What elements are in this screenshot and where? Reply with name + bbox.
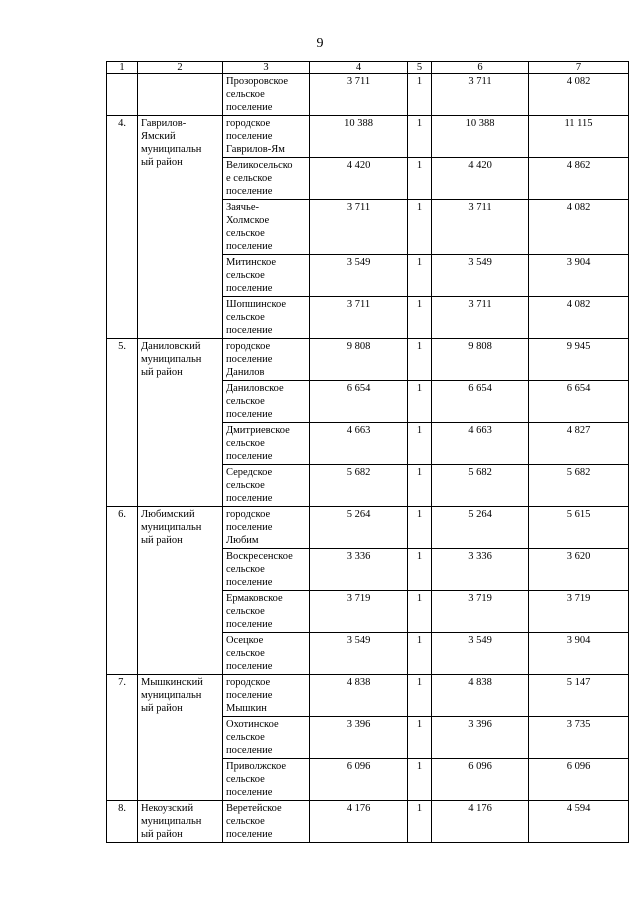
header-cell: 6: [432, 62, 529, 74]
value-col-7: 4 827: [529, 423, 629, 465]
value-col-4: 9 808: [310, 339, 408, 381]
settlement-name: городское поселение Мышкин: [223, 675, 310, 717]
value-col-5: 1: [408, 339, 432, 381]
district-name: Гаврилов- Ямский муниципальн ый район: [138, 116, 223, 339]
value-col-7: 4 862: [529, 158, 629, 200]
settlement-name: Даниловское сельское поселение: [223, 381, 310, 423]
value-col-4: 3 336: [310, 549, 408, 591]
row-number: [107, 74, 138, 116]
value-col-5: 1: [408, 465, 432, 507]
header-cell: 3: [223, 62, 310, 74]
value-col-5: 1: [408, 255, 432, 297]
header-cell: 5: [408, 62, 432, 74]
value-col-5: 1: [408, 507, 432, 549]
value-col-7: 4 594: [529, 801, 629, 843]
value-col-5: 1: [408, 801, 432, 843]
value-col-4: 3 396: [310, 717, 408, 759]
settlement-name: Митинское сельское поселение: [223, 255, 310, 297]
value-col-5: 1: [408, 759, 432, 801]
value-col-5: 1: [408, 158, 432, 200]
value-col-4: 3 711: [310, 74, 408, 116]
value-col-6: 10 388: [432, 116, 529, 158]
value-col-4: 5 264: [310, 507, 408, 549]
row-number: 5.: [107, 339, 138, 507]
value-col-4: 4 420: [310, 158, 408, 200]
value-col-6: 5 682: [432, 465, 529, 507]
value-col-6: 4 663: [432, 423, 529, 465]
value-col-5: 1: [408, 633, 432, 675]
settlement-name: городское поселение Гаврилов-Ям: [223, 116, 310, 158]
settlement-name: Охотинское сельское поселение: [223, 717, 310, 759]
value-col-6: 6 096: [432, 759, 529, 801]
value-col-4: 4 838: [310, 675, 408, 717]
row-number: 6.: [107, 507, 138, 675]
table-row: [107, 339, 629, 381]
value-col-6: 4 176: [432, 801, 529, 843]
settlement-name: Воскресенское сельское поселение: [223, 549, 310, 591]
value-col-7: 3 735: [529, 717, 629, 759]
row-number: 8.: [107, 801, 138, 843]
settlement-name: городское поселение Любим: [223, 507, 310, 549]
value-col-7: 4 082: [529, 74, 629, 116]
value-col-5: 1: [408, 591, 432, 633]
settlement-name: Середское сельское поселение: [223, 465, 310, 507]
value-col-6: 5 264: [432, 507, 529, 549]
value-col-7: 6 096: [529, 759, 629, 801]
settlement-name: Заячье- Холмское сельское поселение: [223, 200, 310, 255]
settlement-name: Осецкое сельское поселение: [223, 633, 310, 675]
header-cell: 7: [529, 62, 629, 74]
value-col-4: 3 549: [310, 255, 408, 297]
value-col-6: 3 711: [432, 200, 529, 255]
column-number-header: [107, 62, 629, 74]
value-col-4: 3 711: [310, 297, 408, 339]
value-col-4: 4 176: [310, 801, 408, 843]
value-col-6: 3 549: [432, 633, 529, 675]
table-row: [107, 507, 629, 549]
header-cell: 4: [310, 62, 408, 74]
district-name: [138, 74, 223, 116]
value-col-6: 3 719: [432, 591, 529, 633]
settlement-name: Приволжское сельское поселение: [223, 759, 310, 801]
value-col-4: 4 663: [310, 423, 408, 465]
value-col-7: 3 904: [529, 255, 629, 297]
value-col-6: 3 396: [432, 717, 529, 759]
row-number: 7.: [107, 675, 138, 801]
value-col-5: 1: [408, 381, 432, 423]
settlement-name: Веретейское сельское поселение: [223, 801, 310, 843]
value-col-7: 3 620: [529, 549, 629, 591]
value-col-5: 1: [408, 200, 432, 255]
value-col-6: 6 654: [432, 381, 529, 423]
table-row: [107, 675, 629, 717]
value-col-6: 3 711: [432, 74, 529, 116]
header-cell: 2: [138, 62, 223, 74]
header-cell: 1: [107, 62, 138, 74]
district-name: Некоузский муниципальн ый район: [138, 801, 223, 843]
district-name: Мышкинский муниципальн ый район: [138, 675, 223, 801]
row-number: 4.: [107, 116, 138, 339]
value-col-7: 6 654: [529, 381, 629, 423]
value-col-6: 9 808: [432, 339, 529, 381]
value-col-7: 11 115: [529, 116, 629, 158]
value-col-6: 3 549: [432, 255, 529, 297]
page-number: 9: [316, 36, 324, 51]
settlement-name: Ермаковское сельское поселение: [223, 591, 310, 633]
value-col-4: 6 096: [310, 759, 408, 801]
value-col-6: 4 838: [432, 675, 529, 717]
data-table: [106, 61, 629, 843]
table-row: [107, 801, 629, 843]
value-col-7: 5 147: [529, 675, 629, 717]
value-col-7: 9 945: [529, 339, 629, 381]
value-col-4: 10 388: [310, 116, 408, 158]
value-col-5: 1: [408, 297, 432, 339]
value-col-5: 1: [408, 116, 432, 158]
table-body: [107, 62, 629, 843]
settlement-name: Великосельско е сельское поселение: [223, 158, 310, 200]
value-col-5: 1: [408, 74, 432, 116]
value-col-7: 5 615: [529, 507, 629, 549]
value-col-7: 3 904: [529, 633, 629, 675]
value-col-4: 3 719: [310, 591, 408, 633]
settlement-name: городское поселение Данилов: [223, 339, 310, 381]
value-col-7: 3 719: [529, 591, 629, 633]
value-col-4: 3 549: [310, 633, 408, 675]
value-col-5: 1: [408, 549, 432, 591]
settlement-name: Дмитриевское сельское поселение: [223, 423, 310, 465]
value-col-7: 4 082: [529, 200, 629, 255]
district-name: Даниловский муниципальн ый район: [138, 339, 223, 507]
value-col-7: 4 082: [529, 297, 629, 339]
value-col-4: 3 711: [310, 200, 408, 255]
value-col-4: 5 682: [310, 465, 408, 507]
value-col-5: 1: [408, 675, 432, 717]
value-col-6: 3 336: [432, 549, 529, 591]
district-name: Любимский муниципальн ый район: [138, 507, 223, 675]
value-col-5: 1: [408, 717, 432, 759]
value-col-4: 6 654: [310, 381, 408, 423]
value-col-7: 5 682: [529, 465, 629, 507]
table-row: [107, 74, 629, 116]
value-col-6: 4 420: [432, 158, 529, 200]
settlement-name: Прозоровское сельское поселение: [223, 74, 310, 116]
value-col-6: 3 711: [432, 297, 529, 339]
settlement-name: Шопшинское сельское поселение: [223, 297, 310, 339]
value-col-5: 1: [408, 423, 432, 465]
table-row: [107, 116, 629, 158]
